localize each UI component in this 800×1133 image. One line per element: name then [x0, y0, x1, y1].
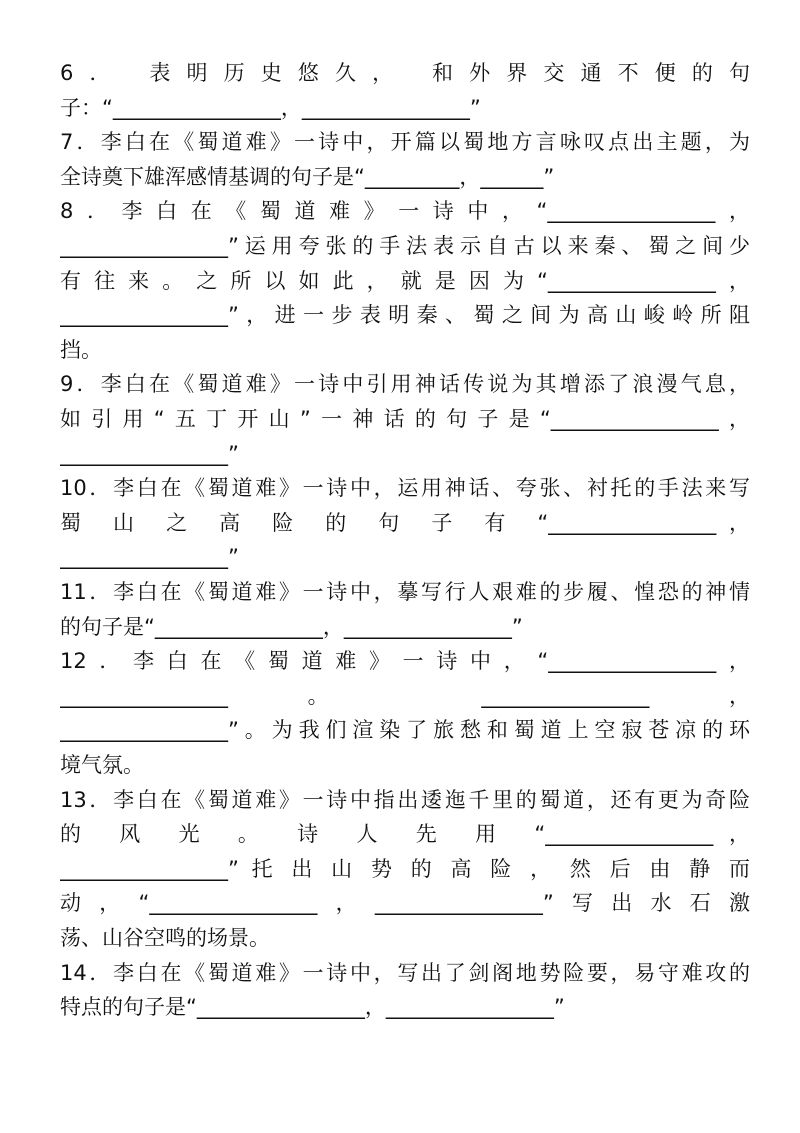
text-line: 境气氛。 — [60, 753, 144, 777]
text-line: 如引用“五丁开山”一神话的句子是“________________， — [60, 407, 750, 431]
text-line: 12．李白在《蜀道难》一诗中，“________________， — [60, 649, 750, 674]
text-line: 11．李白在《蜀道难》一诗中，摹写行人艰难的步履、惶恐的神情 — [60, 580, 750, 604]
text-line: 13．李白在《蜀道难》一诗中指出逶迤千里的蜀道，还有更为奇险 — [60, 787, 750, 812]
text-line: 7．李白在《蜀道难》一诗中，开篇以蜀地方言咏叹点出主题，为 — [60, 130, 750, 155]
text-line: 特点的句子是“________________，________________” — [60, 995, 565, 1020]
text-line: 挡。 — [60, 337, 102, 362]
text-line: ________________”，进一步表明秦、蜀之间为高山峻岭所阻 — [60, 303, 750, 328]
text-line: 6． 表明历史悠久， 和外界交通不便的句 — [60, 61, 750, 85]
text-line: 8．李白在《蜀道难》一诗中，“________________， — [60, 199, 750, 224]
text-line: ________________ 。 ________________ ， — [60, 683, 750, 708]
text-line: ________________” — [60, 441, 239, 466]
text-line: 的句子是“________________，________________” — [60, 614, 523, 639]
text-line: 蜀 山 之 高 险 的 句 子 有 “________________， — [60, 510, 750, 535]
text-line: 14．李白在《蜀道难》一诗中，写出了剑阁地势险要，易守难攻的 — [60, 960, 750, 985]
text-line: 动，“________________，________________”写出水石激 — [60, 891, 750, 916]
text-line: 荡、山谷空鸣的场景。 — [60, 926, 270, 950]
text-line: ________________” 托 出 山 势 的 高 险 ， 然 后 由 静 而 — [60, 856, 750, 881]
text-line: ________________”。为我们渲染了旅愁和蜀道上空寂苍凉的环 — [60, 718, 750, 743]
text-line: 子：“________________，________________” — [60, 95, 481, 120]
text-line: 全诗奠下雄浑感情基调的句子是“_________，______” — [60, 164, 555, 189]
text-line: 有往来。之所以如此，就是因为“________________， — [60, 268, 750, 293]
text-line: 10．李白在《蜀道难》一诗中，运用神话、夸张、衬托的手法来写 — [60, 476, 750, 501]
text-line: ________________”运用夸张的手法表示自古以来秦、蜀之间少 — [60, 234, 750, 258]
text-line: ________________” — [60, 545, 239, 570]
text-line: 的 风 光 。 诗 人 先 用 “________________， — [60, 822, 750, 847]
text-line: 9．李白在《蜀道难》一诗中引用神话传说为其增添了浪漫气息， — [60, 372, 750, 397]
